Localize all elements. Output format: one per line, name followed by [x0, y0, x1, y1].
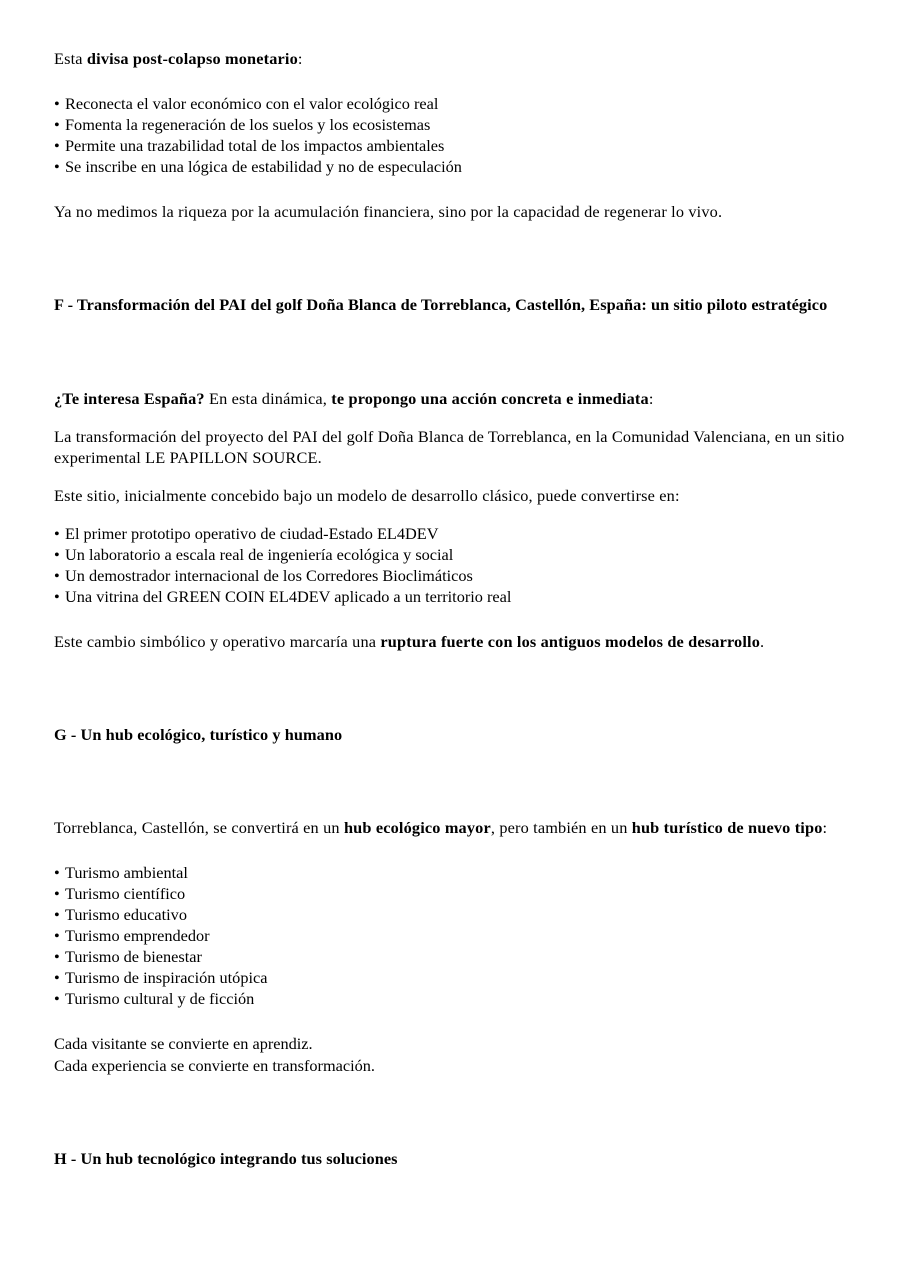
list-item-label: Un demostrador internacional de los Corredores Bioclimáticos	[65, 565, 473, 585]
bullet-icon: •	[54, 884, 60, 903]
list-item	[54, 565, 851, 586]
list-item	[54, 883, 851, 904]
heading-g: G - Un hub ecológico, turístico y humano	[54, 724, 343, 744]
spain-question-middle: En esta dinámica,	[204, 388, 332, 408]
intro-lead-paragraph	[54, 48, 851, 69]
spacer	[54, 607, 851, 631]
bullet-icon: •	[54, 926, 60, 945]
list-item-label: Reconecta el valor económico con el valor ecológico real	[65, 94, 439, 113]
list-item-label: Se inscribe en una lógica de estabilidad y no de especulación	[65, 157, 462, 176]
list-item	[54, 586, 851, 607]
list-item	[54, 925, 851, 946]
document-body	[54, 48, 851, 1170]
torreblanca-bold1: hub ecológico mayor	[343, 818, 491, 837]
list-item	[54, 135, 851, 156]
bullet-icon: •	[54, 136, 60, 155]
list-item-label: Turismo de bienestar	[65, 947, 202, 966]
spacer	[54, 177, 851, 201]
list-item	[54, 862, 851, 883]
bullet-icon: •	[54, 968, 60, 987]
list-item-label: Turismo educativo	[65, 905, 187, 924]
spacer	[54, 316, 851, 388]
intro-lead-suffix: :	[297, 49, 303, 68]
bullet-icon: •	[54, 989, 60, 1008]
spain-question-bold-tail: te propongo una acción concreta e inmediata	[331, 388, 649, 408]
torreblanca-part2: , pero también en un	[490, 818, 632, 837]
symbolic-change-prefix: Este cambio simbólico y operativo marcaría una	[54, 631, 381, 651]
symbolic-change-bold: ruptura fuerte con los antiguos modelos de desarrollo	[380, 631, 761, 651]
list-item-label: Permite una trazabilidad total de los impactos ambientales	[65, 136, 445, 155]
intro-lead-prefix: Esta	[54, 49, 87, 68]
spacer	[54, 745, 851, 817]
list-item-label: Una vitrina del GREEN COIN EL4DEV aplicado a un territorio real	[65, 586, 512, 606]
spain-question-suffix: :	[648, 388, 654, 408]
list-item-label: Un laboratorio a escala real de ingeniería ecológica y social	[65, 544, 454, 564]
visitor-statement-line: Cada visitante se convierte en aprendiz.	[54, 1034, 313, 1053]
list-item-label: Turismo de inspiración utópica	[65, 968, 268, 987]
list-item	[54, 114, 851, 135]
bullet-icon: •	[54, 544, 60, 564]
spacer	[54, 69, 851, 93]
visitor-statement-line: Cada experiencia se convierte en transformación.	[54, 1055, 375, 1075]
bullet-icon: •	[54, 565, 60, 585]
spacer	[54, 838, 851, 862]
currency-bullet-list	[54, 93, 851, 177]
list-item-label: Turismo ambiental	[65, 863, 188, 882]
list-item	[54, 988, 851, 1009]
spacer	[54, 506, 851, 523]
list-item-label: Fomenta la regeneración de los suelos y los ecosistemas	[65, 115, 431, 134]
spacer	[54, 409, 851, 426]
torreblanca-part1: Torreblanca, Castellón, se convertirá en un	[54, 818, 344, 837]
torreblanca-bold2: hub turístico de nuevo tipo	[631, 818, 823, 837]
spain-question-bold-lead: ¿Te interesa España?	[54, 388, 205, 408]
bullet-icon: •	[54, 947, 60, 966]
spacer	[54, 652, 851, 724]
tourism-bullet-list	[54, 862, 851, 1009]
torreblanca-suffix: :	[822, 818, 828, 837]
intro-lead-bold: divisa post-colapso monetario	[86, 49, 298, 68]
list-item	[54, 93, 851, 114]
list-item	[54, 544, 851, 565]
site-intro-paragraph: Este sitio, inicialmente concebido bajo un modelo de desarrollo clásico, puede convertirse en:	[54, 485, 680, 505]
list-item	[54, 523, 851, 544]
list-item-label: Turismo cultural y de ficción	[65, 989, 255, 1008]
bullet-icon: •	[54, 586, 60, 606]
bullet-icon: •	[54, 523, 60, 543]
list-item	[54, 904, 851, 925]
torreblanca-paragraph	[54, 817, 851, 838]
list-item	[54, 967, 851, 988]
spain-question-paragraph	[54, 388, 851, 409]
list-item-label: Turismo científico	[65, 884, 186, 903]
list-item	[54, 946, 851, 967]
symbolic-change-paragraph	[54, 631, 851, 652]
list-item-label: Turismo emprendedor	[65, 926, 210, 945]
list-item-label: El primer prototipo operativo de ciudad-Estado EL4DEV	[65, 523, 439, 543]
bullet-icon: •	[54, 94, 60, 113]
spacer	[54, 222, 851, 294]
spacer	[54, 468, 851, 485]
bullet-icon: •	[54, 115, 60, 134]
symbolic-change-suffix: .	[760, 631, 765, 651]
wealth-statement-paragraph: Ya no medimos la riqueza por la acumulación financiera, sino por la capacidad de regenerar lo vivo.	[54, 202, 723, 221]
transformation-paragraph: La transformación del proyecto del PAI del golf Doña Blanca de Torreblanca, en la Comunidad Valenciana, en un sitio experimental LE PAPILLON SOURCE.	[54, 426, 845, 467]
heading-f: F - Transformación del PAI del golf Doña Blanca de Torreblanca, Castellón, España: un sitio piloto estratégico	[54, 295, 828, 314]
spacer	[54, 1076, 851, 1148]
site-bullet-list	[54, 523, 851, 607]
bullet-icon: •	[54, 863, 60, 882]
bullet-icon: •	[54, 905, 60, 924]
heading-h: H - Un hub tecnológico integrando tus soluciones	[54, 1149, 398, 1168]
visitor-statement-block	[54, 1033, 851, 1076]
spacer	[54, 1009, 851, 1033]
list-item	[54, 156, 851, 177]
bullet-icon: •	[54, 157, 60, 176]
